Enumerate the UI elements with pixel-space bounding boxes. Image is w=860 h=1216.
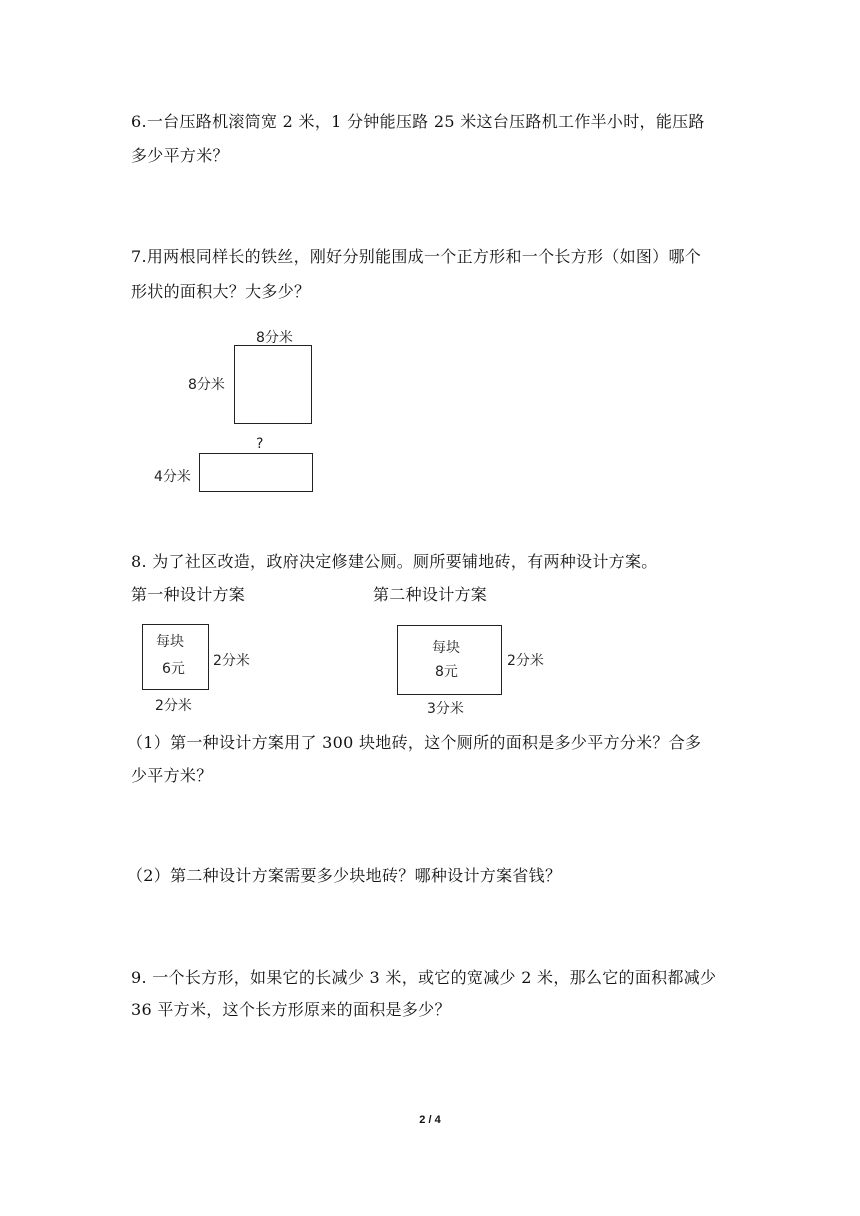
q6-line1: 6.一台压路机滚筒宽 2 米，1 分钟能压路 25 米这台压路机工作半小时，能压路 [131, 112, 705, 131]
plan2-side-label: 2分米 [507, 653, 544, 669]
plan2-title: 第二种设计方案 [373, 585, 488, 604]
plan1-side-label: 2分米 [213, 653, 250, 669]
square-side-label: 8分米 [188, 377, 225, 393]
q8-sub2: （2）第二种设计方案需要多少块地砖？哪种设计方案省钱？ [127, 866, 562, 885]
square-shape [234, 345, 312, 424]
q8-line1: 8. 为了社区改造，政府决定修建公厕。厕所要铺地砖，有两种设计方案。 [131, 552, 658, 571]
rect-side-label: 4分米 [154, 469, 191, 485]
plan1-bottom-label: 2分米 [155, 698, 192, 714]
q9-line1: 9. 一个长方形，如果它的长减少 3 米，或它的宽减少 2 米，那么它的面积都减少 [131, 968, 717, 987]
plan2-text1: 每块 [432, 640, 460, 656]
q8-sub1-line1: （1）第一种设计方案用了 300 块地砖，这个厕所的面积是多少平方分米？合多 [127, 733, 702, 752]
plan2-text2: 8元 [435, 664, 458, 680]
plan1-text2: 6元 [162, 661, 185, 677]
q6-line2: 多少平方米？ [131, 146, 229, 165]
plan2-tile [397, 625, 502, 695]
plan1-title: 第一种设计方案 [131, 585, 246, 604]
square-top-label: 8分米 [256, 330, 293, 346]
rectangle-shape [199, 453, 313, 492]
q8-sub1-line2: 少平方米？ [131, 766, 213, 785]
q7-line1: 7.用两根同样长的铁丝，刚好分别能围成一个正方形和一个长方形（如图）哪个 [131, 247, 702, 266]
q9-line2: 36 平方米，这个长方形原来的面积是多少？ [131, 1000, 451, 1019]
rect-top-label: ? [256, 436, 264, 452]
plan2-bottom-label: 3分米 [427, 701, 464, 717]
q7-line2: 形状的面积大？大多少？ [131, 282, 311, 301]
plan1-text1: 每块 [156, 634, 184, 650]
page-number: 2 / 4 [419, 1114, 441, 1126]
